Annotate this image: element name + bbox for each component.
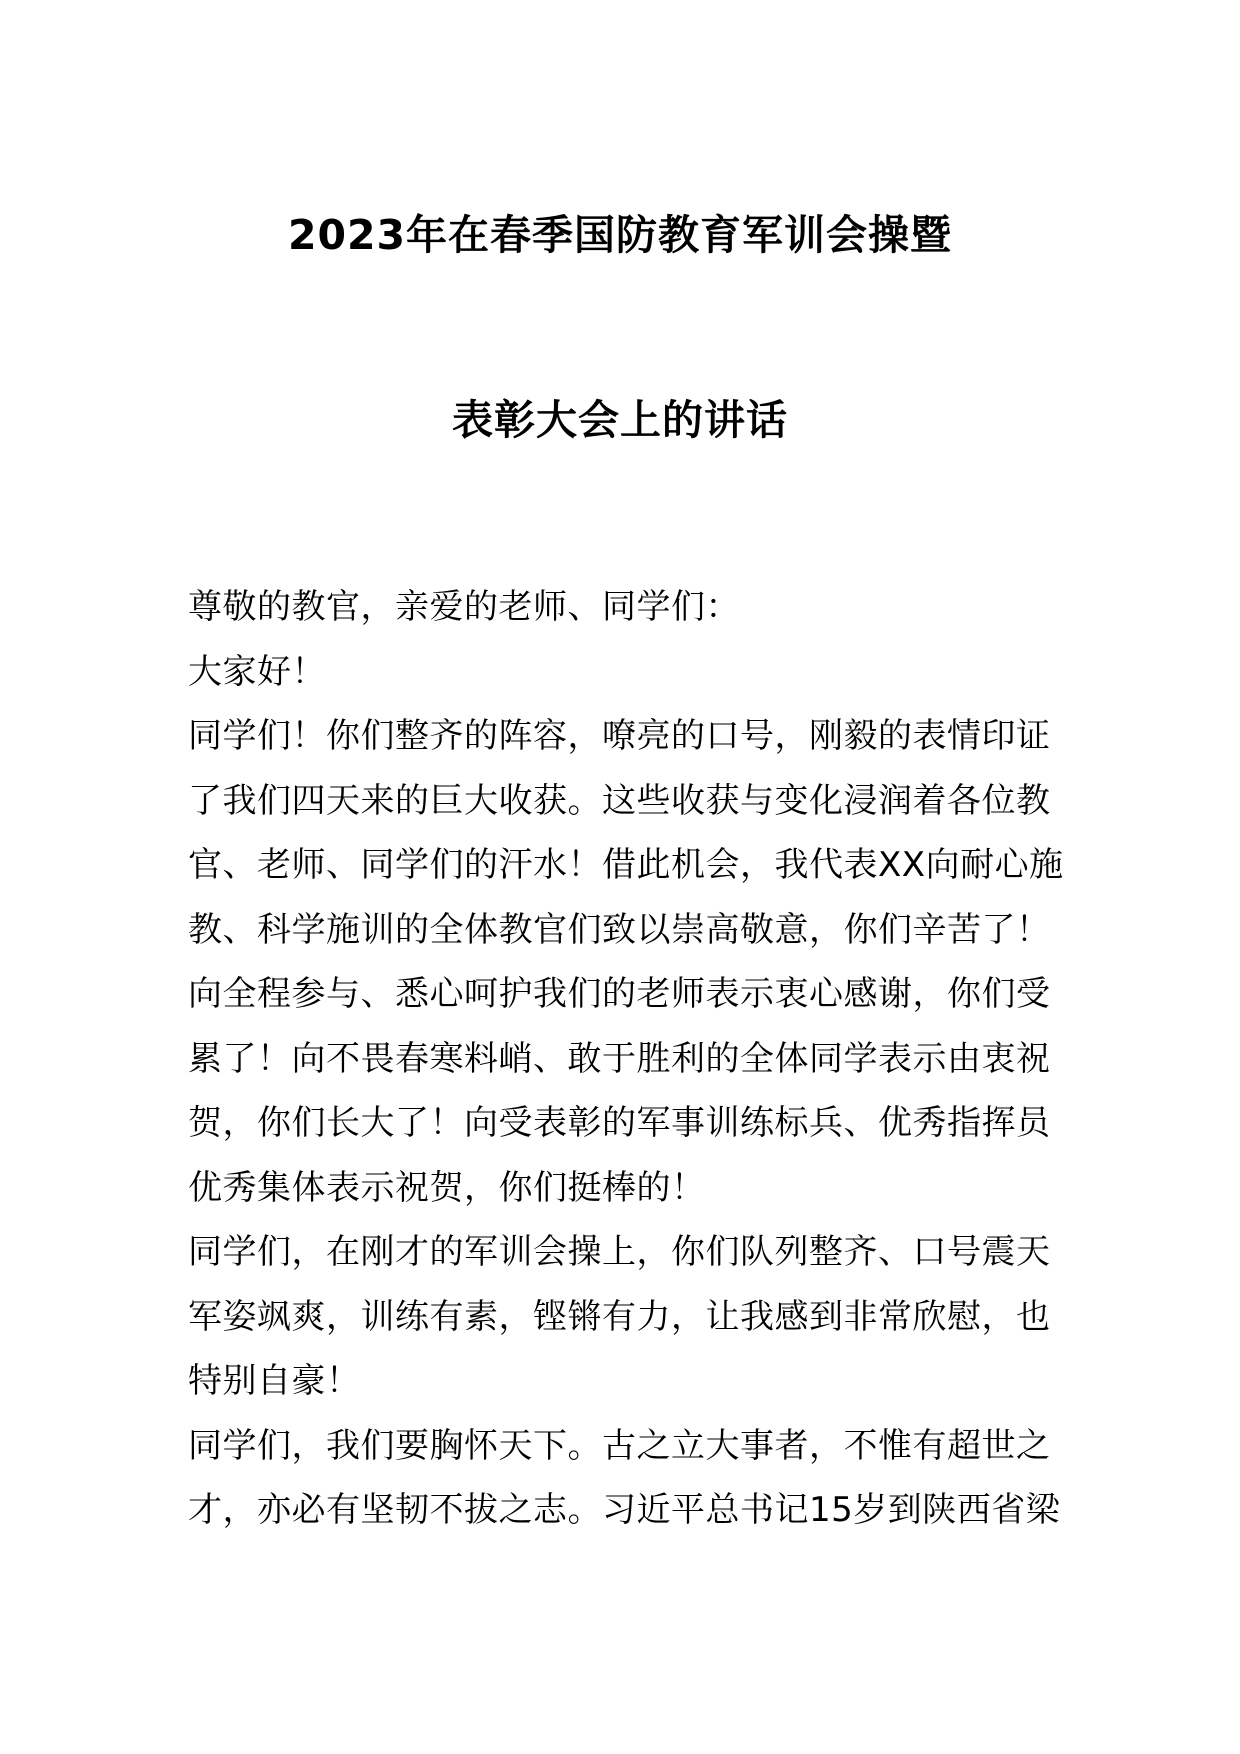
body-line: 同学们，我们要胸怀天下。古之立大事者，不惟有超世之 bbox=[188, 1425, 1051, 1466]
body-line: 军姿飒爽，训练有素，铿锵有力，让我感到非常欣慰，也 bbox=[188, 1296, 1051, 1337]
body-line: 官、老师、同学们的汗水！借此机会，我代表XX向耐心施 bbox=[188, 845, 1064, 885]
body-line: 向全程参与、悉心呵护我们的老师表示衷心感谢，你们受 bbox=[188, 974, 1051, 1014]
body-line: 优秀集体表示祝贺，你们挺棒的！ bbox=[188, 1167, 706, 1208]
document-title-line-2: 表彰大会上的讲话 bbox=[452, 396, 788, 444]
body-line: 了我们四天来的巨大收获。这些收获与变化浸润着各位教 bbox=[188, 780, 1051, 821]
body-line: 同学们，在刚才的军训会操上，你们队列整齐、口号震天 bbox=[188, 1232, 1051, 1272]
body-line: 特别自豪！ bbox=[188, 1361, 361, 1401]
body-line: 累了！向不畏春寒料峭、敢于胜利的全体同学表示由衷祝 bbox=[188, 1038, 1051, 1079]
greeting-line: 大家好！ bbox=[188, 651, 326, 692]
document-body bbox=[188, 575, 1064, 1543]
body-line: 才，亦必有坚韧不拔之志。习近平总书记15岁到陕西省梁 bbox=[188, 1490, 1061, 1530]
body-line: 教、科学施训的全体教官们致以崇高敬意，你们辛苦了！ bbox=[188, 909, 1051, 950]
body-line: 贺，你们长大了！向受表彰的军事训练标兵、优秀指挥员 bbox=[188, 1103, 1051, 1143]
document-title-line-1: 2023年在春季国防教育军训会操暨 bbox=[287, 211, 953, 259]
salutation-line: 尊敬的教官，亲爱的老师、同学们： bbox=[188, 587, 740, 627]
body-line: 同学们！你们整齐的阵容，嘹亮的口号，刚毅的表情印证 bbox=[188, 716, 1051, 756]
